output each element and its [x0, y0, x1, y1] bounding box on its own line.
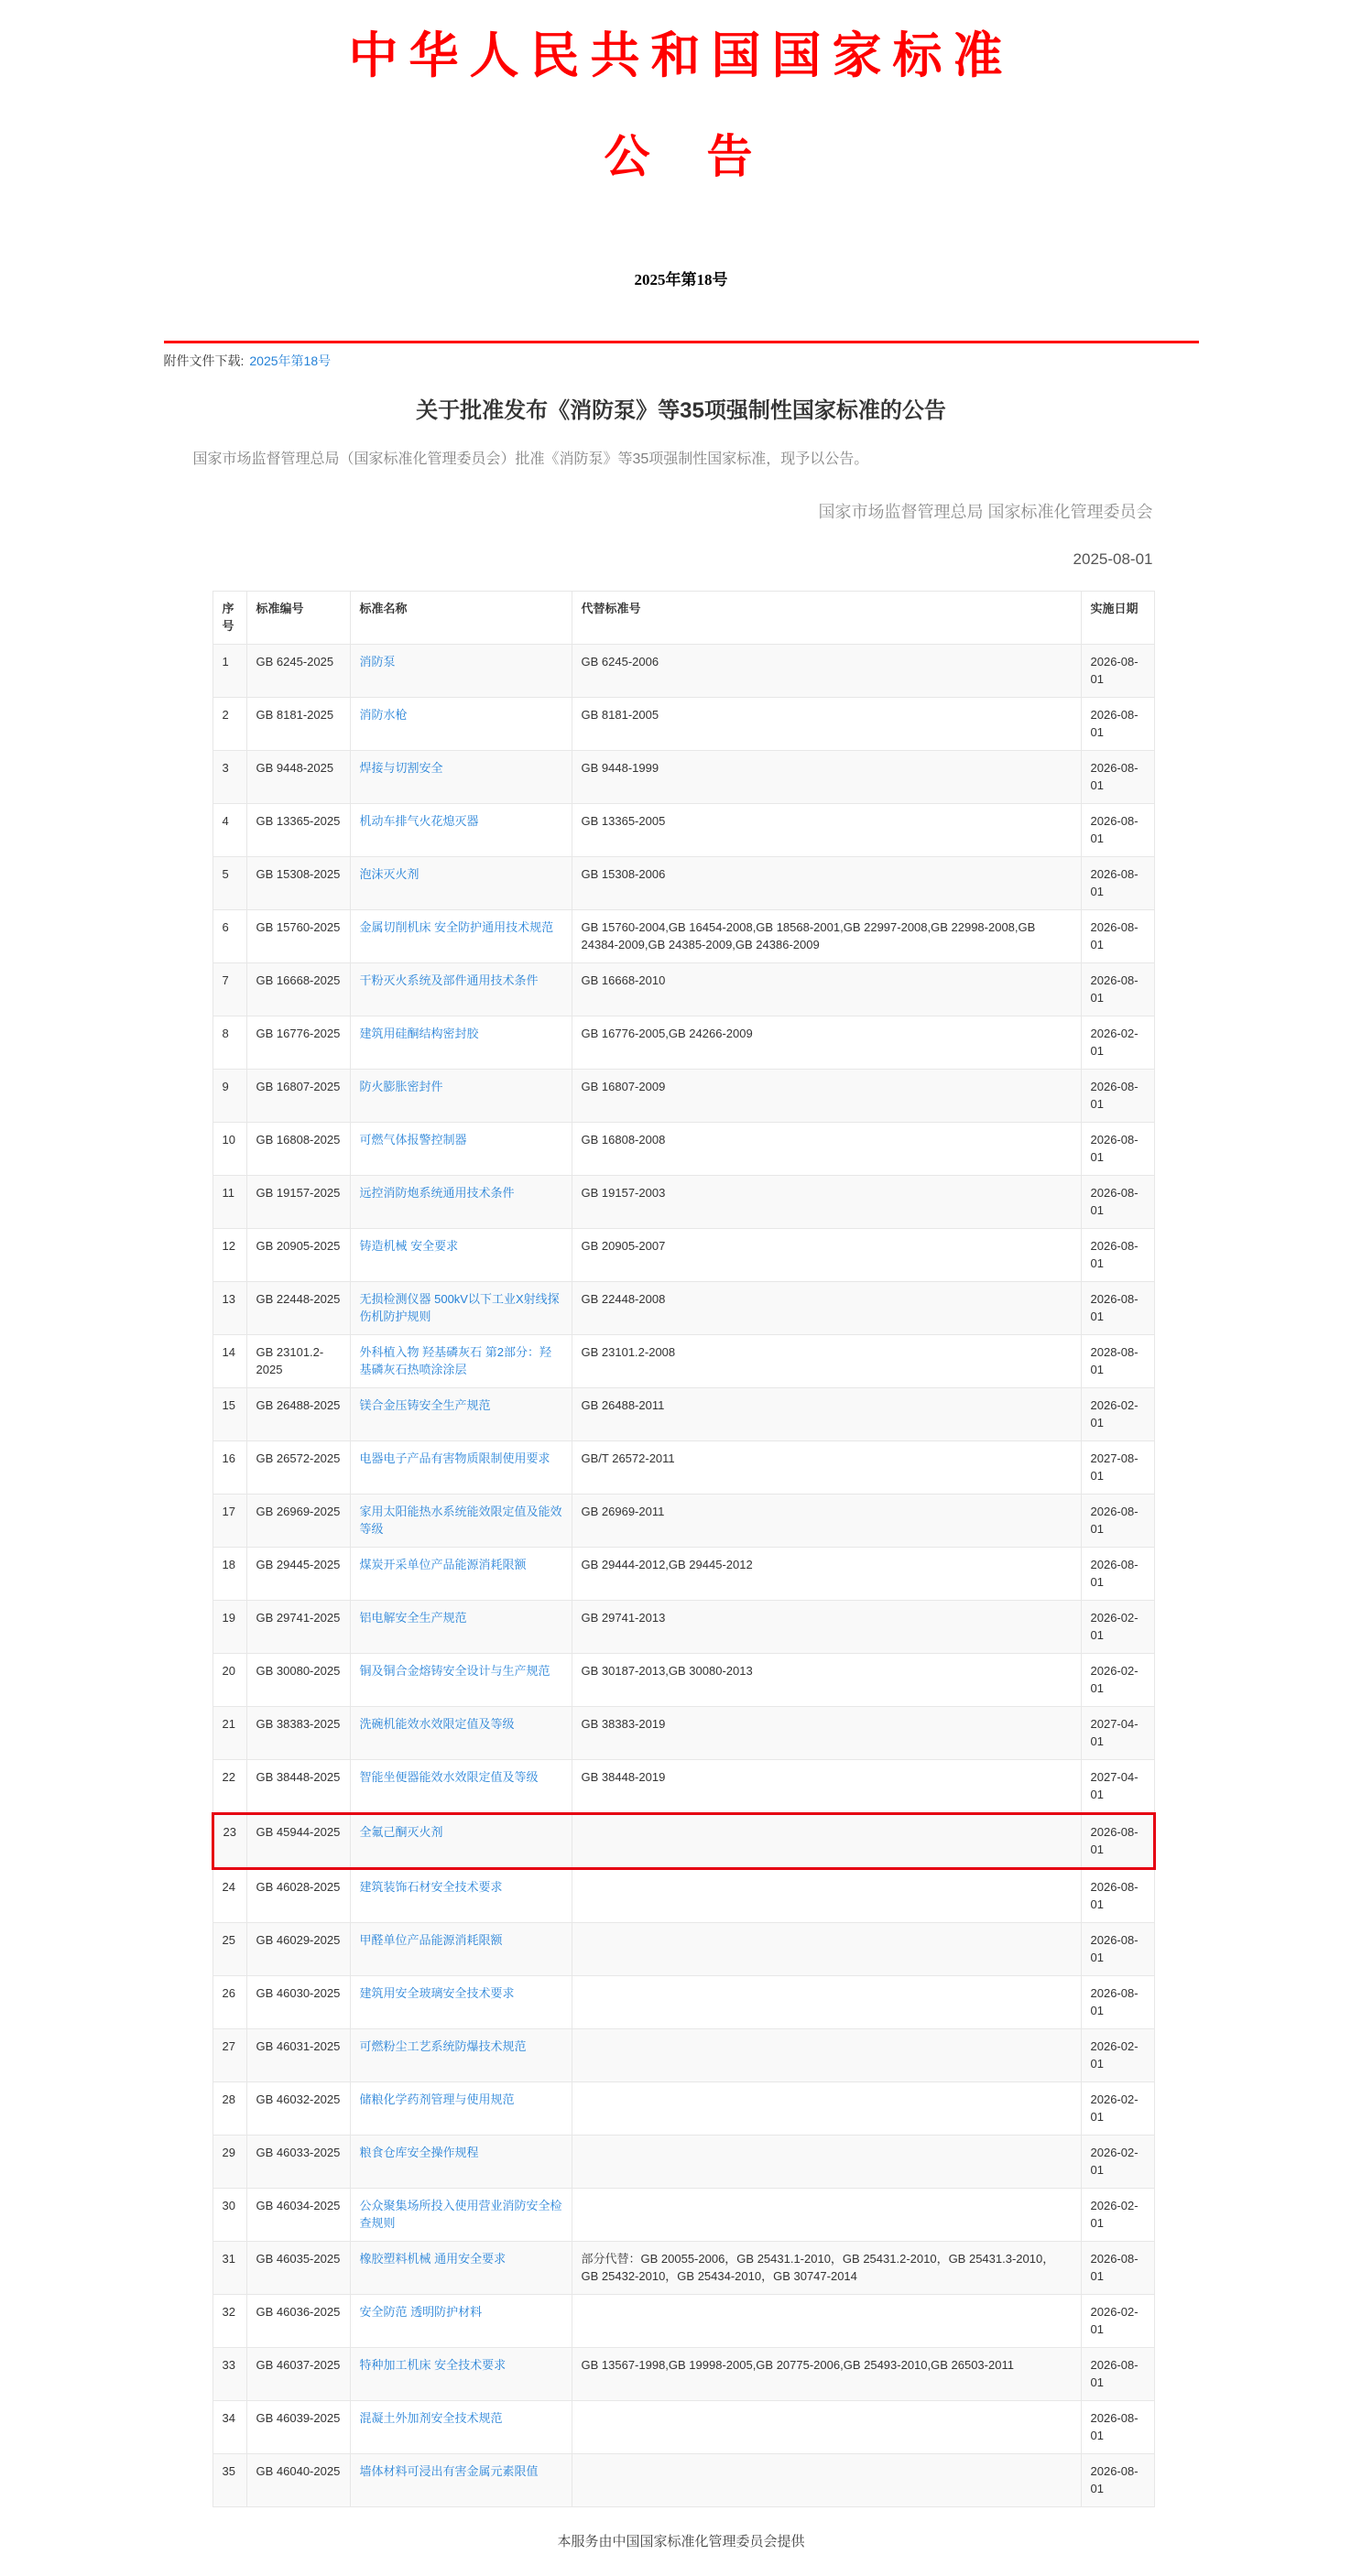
cell-name [350, 1922, 572, 1975]
standard-name-link[interactable]: 外科植入物 羟基磷灰石 第2部分：羟基磷灰石热喷涂涂层 [359, 1344, 551, 1377]
cell-code: GB 46037-2025 [246, 2347, 350, 2400]
cell-name [350, 856, 572, 909]
cell-code: GB 46040-2025 [246, 2453, 350, 2506]
cell-seq: 24 [212, 1868, 246, 1922]
cell-date: 2027-04-01 [1081, 1706, 1154, 1759]
cell-date: 2026-08-01 [1081, 750, 1154, 803]
standard-name-link[interactable]: 远控消防炮系统通用技术条件 [359, 1185, 515, 1200]
cell-seq: 33 [212, 2347, 246, 2400]
cell-seq: 12 [212, 1228, 246, 1281]
standard-name-link[interactable]: 洗碗机能效水效限定值及等级 [359, 1716, 515, 1731]
cell-name [350, 2400, 572, 2453]
cell-replaces [572, 1868, 1081, 1922]
cell-seq: 3 [212, 750, 246, 803]
table-row [212, 644, 1154, 697]
standard-name-link[interactable]: 建筑用硅酮结构密封胶 [359, 1026, 479, 1040]
cell-seq: 5 [212, 856, 246, 909]
cell-seq: 20 [212, 1653, 246, 1706]
cell-name [350, 1069, 572, 1122]
cell-name [350, 909, 572, 962]
standard-name-link[interactable]: 粮食仓库安全操作规程 [359, 2145, 479, 2159]
cell-code: GB 16776-2025 [246, 1016, 350, 1069]
cell-name [350, 2241, 572, 2294]
cell-date: 2026-08-01 [1081, 1228, 1154, 1281]
cell-code: GB 45944-2025 [246, 1813, 350, 1868]
cell-seq: 35 [212, 2453, 246, 2506]
table-row [212, 962, 1154, 1016]
cell-replaces: 部分代替：GB 20055-2006，GB 25431.1-2010，GB 25431.2-2010，GB 25431.3-2010，GB 25432-2010，GB 25434-2010，GB 30747-2014 [572, 2241, 1081, 2294]
cell-date: 2026-08-01 [1081, 909, 1154, 962]
cell-date: 2026-08-01 [1081, 1175, 1154, 1228]
cell-name [350, 1975, 572, 2028]
attachment-label: 附件文件下载: [163, 353, 245, 368]
cell-name [350, 1706, 572, 1759]
standard-name-link[interactable]: 储粮化学药剂管理与使用规范 [359, 2092, 515, 2106]
standard-name-link[interactable]: 家用太阳能热水系统能效限定值及能效等级 [359, 1504, 562, 1537]
cell-code: GB 15760-2025 [246, 909, 350, 962]
cell-replaces [572, 1975, 1081, 2028]
table-row [212, 1547, 1154, 1600]
cell-name [350, 1868, 572, 1922]
table-row [212, 803, 1154, 856]
header-name: 标准名称 [350, 591, 572, 644]
standard-name-link[interactable]: 智能坐便器能效水效限定值及等级 [359, 1769, 539, 1784]
cell-code: GB 15308-2025 [246, 856, 350, 909]
cell-date: 2026-08-01 [1081, 2241, 1154, 2294]
cell-code: GB 26488-2025 [246, 1387, 350, 1440]
cell-code: GB 46032-2025 [246, 2081, 350, 2135]
cell-replaces [572, 2135, 1081, 2188]
cell-seq: 16 [212, 1440, 246, 1494]
cell-seq: 4 [212, 803, 246, 856]
issue-number: 2025年第18号 [634, 271, 728, 288]
standard-name-link[interactable]: 镁合金压铸安全生产规范 [359, 1397, 491, 1412]
cell-seq: 15 [212, 1387, 246, 1440]
cell-seq: 19 [212, 1600, 246, 1653]
cell-name [350, 2028, 572, 2081]
standard-name-link[interactable]: 干粉灭火系统及部件通用技术条件 [359, 973, 539, 987]
cell-replaces [572, 1922, 1081, 1975]
cell-seq: 27 [212, 2028, 246, 2081]
cell-name [350, 2081, 572, 2135]
cell-name [350, 644, 572, 697]
cell-seq: 31 [212, 2241, 246, 2294]
table-row [212, 2347, 1154, 2400]
cell-name [350, 1813, 572, 1868]
cell-replaces: GB/T 26572-2011 [572, 1440, 1081, 1494]
cell-replaces: GB 20905-2007 [572, 1228, 1081, 1281]
cell-code: GB 22448-2025 [246, 1281, 350, 1334]
cell-code: GB 26572-2025 [246, 1440, 350, 1494]
attachment-download-link[interactable]: 2025年第18号 [249, 353, 332, 368]
standard-name-link[interactable]: 无损检测仪器 500kV以下工业X射线探伤机防护规则 [359, 1291, 560, 1324]
announcement-page [164, 0, 1199, 2576]
table-row [212, 1175, 1154, 1228]
table-row [212, 856, 1154, 909]
cell-seq: 23 [212, 1813, 246, 1868]
table-row [212, 1440, 1154, 1494]
cell-replaces: GB 16807-2009 [572, 1069, 1081, 1122]
cell-name [350, 1653, 572, 1706]
table-row [212, 2081, 1154, 2135]
cell-date: 2026-02-01 [1081, 2135, 1154, 2188]
cell-code: GB 46036-2025 [246, 2294, 350, 2347]
cell-seq: 30 [212, 2188, 246, 2241]
cell-replaces: GB 8181-2005 [572, 697, 1081, 750]
standard-name-link[interactable]: 消防水枪 [359, 707, 408, 722]
cell-name [350, 1387, 572, 1440]
cell-seq: 18 [212, 1547, 246, 1600]
cell-code: GB 6245-2025 [246, 644, 350, 697]
cell-name [350, 697, 572, 750]
cell-seq: 9 [212, 1069, 246, 1122]
cell-replaces [572, 2188, 1081, 2241]
cell-code: GB 46034-2025 [246, 2188, 350, 2241]
cell-code: GB 16807-2025 [246, 1069, 350, 1122]
cell-name [350, 1016, 572, 1069]
standard-name-link[interactable]: 公众聚集场所投入使用营业消防安全检查规则 [359, 2198, 562, 2231]
cell-date: 2026-02-01 [1081, 2081, 1154, 2135]
cell-code: GB 29741-2025 [246, 1600, 350, 1653]
cell-code: GB 8181-2025 [246, 697, 350, 750]
cell-date: 2026-08-01 [1081, 962, 1154, 1016]
page-subtitle: 公 告 [604, 131, 758, 182]
cell-code: GB 46028-2025 [246, 1868, 350, 1922]
cell-replaces [572, 2453, 1081, 2506]
cell-replaces: GB 30187-2013,GB 30080-2013 [572, 1653, 1081, 1706]
table-row [212, 1868, 1154, 1922]
highlighted-table-row [212, 1813, 1154, 1868]
table-row [212, 750, 1154, 803]
table-row [212, 1653, 1154, 1706]
cell-replaces [572, 2028, 1081, 2081]
cell-name [350, 2453, 572, 2506]
table-row [212, 1975, 1154, 2028]
table-row [212, 1759, 1154, 1813]
standard-name-link[interactable]: 橡胶塑料机械 通用安全要求 [359, 2251, 507, 2266]
table-row [212, 1016, 1154, 1069]
cell-replaces: GB 38448-2019 [572, 1759, 1081, 1813]
cell-code: GB 46033-2025 [246, 2135, 350, 2188]
cell-seq: 6 [212, 909, 246, 962]
cell-code: GB 9448-2025 [246, 750, 350, 803]
cell-name [350, 2347, 572, 2400]
table-row [212, 1494, 1154, 1547]
notice-body: 国家市场监督管理总局（国家标准化管理委员会）批准《消防泵》等35项强制性国家标准，现予以公告。 [192, 451, 869, 467]
cell-date: 2026-08-01 [1081, 1281, 1154, 1334]
standard-name-link[interactable]: 铸造机械 安全要求 [359, 1238, 459, 1253]
cell-date: 2026-08-01 [1081, 856, 1154, 909]
table-row [212, 2400, 1154, 2453]
cell-date: 2026-08-01 [1081, 1122, 1154, 1175]
table-row [212, 2453, 1154, 2506]
cell-code: GB 46029-2025 [246, 1922, 350, 1975]
table-row [212, 1069, 1154, 1122]
cell-code: GB 20905-2025 [246, 1228, 350, 1281]
cell-replaces: GB 9448-1999 [572, 750, 1081, 803]
standard-name-link[interactable]: 泡沫灭火剂 [359, 866, 419, 881]
cell-name [350, 1334, 572, 1387]
cell-name [350, 2188, 572, 2241]
cell-date: 2026-08-01 [1081, 1868, 1154, 1922]
table-row [212, 1281, 1154, 1334]
cell-replaces: GB 22448-2008 [572, 1281, 1081, 1334]
cell-seq: 25 [212, 1922, 246, 1975]
table-row [212, 1922, 1154, 1975]
cell-replaces: GB 15308-2006 [572, 856, 1081, 909]
cell-code: GB 30080-2025 [246, 1653, 350, 1706]
cell-replaces: GB 13365-2005 [572, 803, 1081, 856]
table-row [212, 2135, 1154, 2188]
cell-name [350, 1494, 572, 1547]
cell-seq: 26 [212, 1975, 246, 2028]
cell-date: 2026-02-01 [1081, 1653, 1154, 1706]
cell-date: 2026-08-01 [1081, 2347, 1154, 2400]
cell-replaces: GB 15760-2004,GB 16454-2008,GB 18568-2001,GB 22997-2008,GB 22998-2008,GB 24384-2009,GB 24385-2009,GB 24386-2009 [572, 909, 1081, 962]
page-footer: 本服务由中国国家标准化管理委员会提供 [557, 2533, 805, 2549]
cell-name [350, 1759, 572, 1813]
standard-name-link[interactable]: 安全防范 透明防护材料 [359, 2304, 483, 2319]
cell-seq: 17 [212, 1494, 246, 1547]
table-header-row [212, 591, 1154, 644]
cell-seq: 22 [212, 1759, 246, 1813]
standard-name-link[interactable]: 墙体材料可浸出有害金属元素限值 [359, 2463, 539, 2478]
cell-replaces: GB 19157-2003 [572, 1175, 1081, 1228]
cell-code: GB 16808-2025 [246, 1122, 350, 1175]
cell-date: 2026-08-01 [1081, 1069, 1154, 1122]
cell-seq: 10 [212, 1122, 246, 1175]
cell-seq: 32 [212, 2294, 246, 2347]
cell-seq: 7 [212, 962, 246, 1016]
table-row [212, 1334, 1154, 1387]
standard-name-link[interactable]: 可燃气体报警控制器 [359, 1132, 467, 1147]
cell-date: 2026-08-01 [1081, 2453, 1154, 2506]
cell-seq: 11 [212, 1175, 246, 1228]
cell-seq: 14 [212, 1334, 246, 1387]
header-code: 标准编号 [246, 591, 350, 644]
standard-name-link[interactable]: 特种加工机床 安全技术要求 [359, 2357, 507, 2372]
header-replaces: 代替标准号 [572, 591, 1081, 644]
cell-replaces: GB 6245-2006 [572, 644, 1081, 697]
standards-table [212, 591, 1156, 2507]
cell-replaces: GB 29444-2012,GB 29445-2012 [572, 1547, 1081, 1600]
announcement-date: 2025-08-01 [1073, 549, 1153, 568]
cell-name [350, 1440, 572, 1494]
standard-name-link[interactable]: 全氟己酮灭火剂 [359, 1824, 443, 1839]
issuing-authority-signature: 国家市场监督管理总局 国家标准化管理委员会 [818, 502, 1153, 521]
cell-replaces: GB 23101.2-2008 [572, 1334, 1081, 1387]
cell-replaces [572, 2294, 1081, 2347]
table-row [212, 2188, 1154, 2241]
table-row [212, 1706, 1154, 1759]
cell-name [350, 1228, 572, 1281]
cell-date: 2026-08-01 [1081, 1547, 1154, 1600]
cell-replaces: GB 16668-2010 [572, 962, 1081, 1016]
cell-replaces: GB 38383-2019 [572, 1706, 1081, 1759]
cell-seq: 8 [212, 1016, 246, 1069]
cell-code: GB 46039-2025 [246, 2400, 350, 2453]
standard-name-link[interactable]: 电器电子产品有害物质限制使用要求 [359, 1451, 550, 1465]
notice-heading: 关于批准发布《消防泵》等35项强制性国家标准的公告 [416, 398, 946, 423]
cell-date: 2026-02-01 [1081, 1387, 1154, 1440]
table-row [212, 1387, 1154, 1440]
cell-code: GB 16668-2025 [246, 962, 350, 1016]
table-row [212, 2241, 1154, 2294]
cell-date: 2026-02-01 [1081, 2294, 1154, 2347]
standard-name-link[interactable]: 混凝土外加剂安全技术规范 [359, 2410, 503, 2425]
cell-seq: 2 [212, 697, 246, 750]
cell-replaces: GB 29741-2013 [572, 1600, 1081, 1653]
cell-date: 2026-08-01 [1081, 1813, 1154, 1868]
cell-date: 2028-08-01 [1081, 1334, 1154, 1387]
cell-name [350, 1175, 572, 1228]
standard-name-link[interactable]: 建筑用安全玻璃安全技术要求 [359, 1985, 515, 2000]
standard-name-link[interactable]: 金属切削机床 安全防护通用技术规范 [359, 919, 554, 934]
cell-date: 2026-02-01 [1081, 2028, 1154, 2081]
cell-code: GB 38383-2025 [246, 1706, 350, 1759]
cell-code: GB 29445-2025 [246, 1547, 350, 1600]
standard-name-link[interactable]: 可燃粉尘工艺系统防爆技术规范 [359, 2038, 527, 2053]
cell-code: GB 26969-2025 [246, 1494, 350, 1547]
cell-date: 2026-08-01 [1081, 1922, 1154, 1975]
cell-replaces: GB 13567-1998,GB 19998-2005,GB 20775-2006,GB 25493-2010,GB 26503-2011 [572, 2347, 1081, 2400]
table-row [212, 909, 1154, 962]
cell-name [350, 2294, 572, 2347]
cell-date: 2027-08-01 [1081, 1440, 1154, 1494]
table-row [212, 1122, 1154, 1175]
cell-date: 2027-04-01 [1081, 1759, 1154, 1813]
standards-table-body [212, 644, 1154, 2506]
cell-date: 2026-08-01 [1081, 1494, 1154, 1547]
cell-seq: 13 [212, 1281, 246, 1334]
cell-code: GB 38448-2025 [246, 1759, 350, 1813]
cell-date: 2026-02-01 [1081, 1600, 1154, 1653]
cell-name [350, 1122, 572, 1175]
cell-code: GB 46030-2025 [246, 1975, 350, 2028]
table-row [212, 1228, 1154, 1281]
cell-code: GB 19157-2025 [246, 1175, 350, 1228]
table-row [212, 2294, 1154, 2347]
cell-code: GB 46035-2025 [246, 2241, 350, 2294]
standard-name-link[interactable]: 铜及铜合金熔铸安全设计与生产规范 [359, 1663, 550, 1678]
header-seq: 序号 [212, 591, 246, 644]
standard-name-link[interactable]: 防火膨胀密封件 [359, 1079, 443, 1093]
cell-replaces: GB 16808-2008 [572, 1122, 1081, 1175]
header-date: 实施日期 [1081, 591, 1154, 644]
standard-name-link[interactable]: 铝电解安全生产规范 [359, 1610, 467, 1625]
red-divider [164, 341, 1199, 343]
standard-name-link[interactable]: 机动车排气火花熄灭器 [359, 813, 479, 828]
cell-seq: 28 [212, 2081, 246, 2135]
cell-name [350, 1547, 572, 1600]
table-row [212, 2028, 1154, 2081]
cell-seq: 21 [212, 1706, 246, 1759]
cell-name [350, 1281, 572, 1334]
cell-replaces [572, 1813, 1081, 1868]
cell-date: 2026-08-01 [1081, 697, 1154, 750]
table-row [212, 697, 1154, 750]
cell-date: 2026-02-01 [1081, 1016, 1154, 1069]
cell-replaces: GB 26488-2011 [572, 1387, 1081, 1440]
cell-date: 2026-08-01 [1081, 644, 1154, 697]
attachment-row [164, 352, 1199, 370]
standard-name-link[interactable]: 消防泵 [359, 654, 396, 668]
cell-date: 2026-08-01 [1081, 803, 1154, 856]
cell-name [350, 803, 572, 856]
page-title: 中华人民共和国国家标准 [348, 28, 1014, 83]
cell-seq: 34 [212, 2400, 246, 2453]
cell-replaces [572, 2081, 1081, 2135]
cell-replaces [572, 2400, 1081, 2453]
cell-code: GB 23101.2-2025 [246, 1334, 350, 1387]
cell-replaces: GB 26969-2011 [572, 1494, 1081, 1547]
cell-name [350, 962, 572, 1016]
standard-name-link[interactable]: 焊接与切割安全 [359, 760, 443, 775]
standard-name-link[interactable]: 甲醛单位产品能源消耗限额 [359, 1932, 503, 1947]
standard-name-link[interactable]: 煤炭开采单位产品能源消耗限额 [359, 1557, 527, 1571]
table-row [212, 1600, 1154, 1653]
cell-replaces: GB 16776-2005,GB 24266-2009 [572, 1016, 1081, 1069]
standard-name-link[interactable]: 建筑装饰石材安全技术要求 [359, 1879, 503, 1894]
cell-code: GB 46031-2025 [246, 2028, 350, 2081]
cell-code: GB 13365-2025 [246, 803, 350, 856]
cell-seq: 1 [212, 644, 246, 697]
cell-seq: 29 [212, 2135, 246, 2188]
cell-date: 2026-08-01 [1081, 2400, 1154, 2453]
cell-name [350, 1600, 572, 1653]
cell-name [350, 750, 572, 803]
cell-date: 2026-08-01 [1081, 1975, 1154, 2028]
cell-name [350, 2135, 572, 2188]
cell-date: 2026-02-01 [1081, 2188, 1154, 2241]
